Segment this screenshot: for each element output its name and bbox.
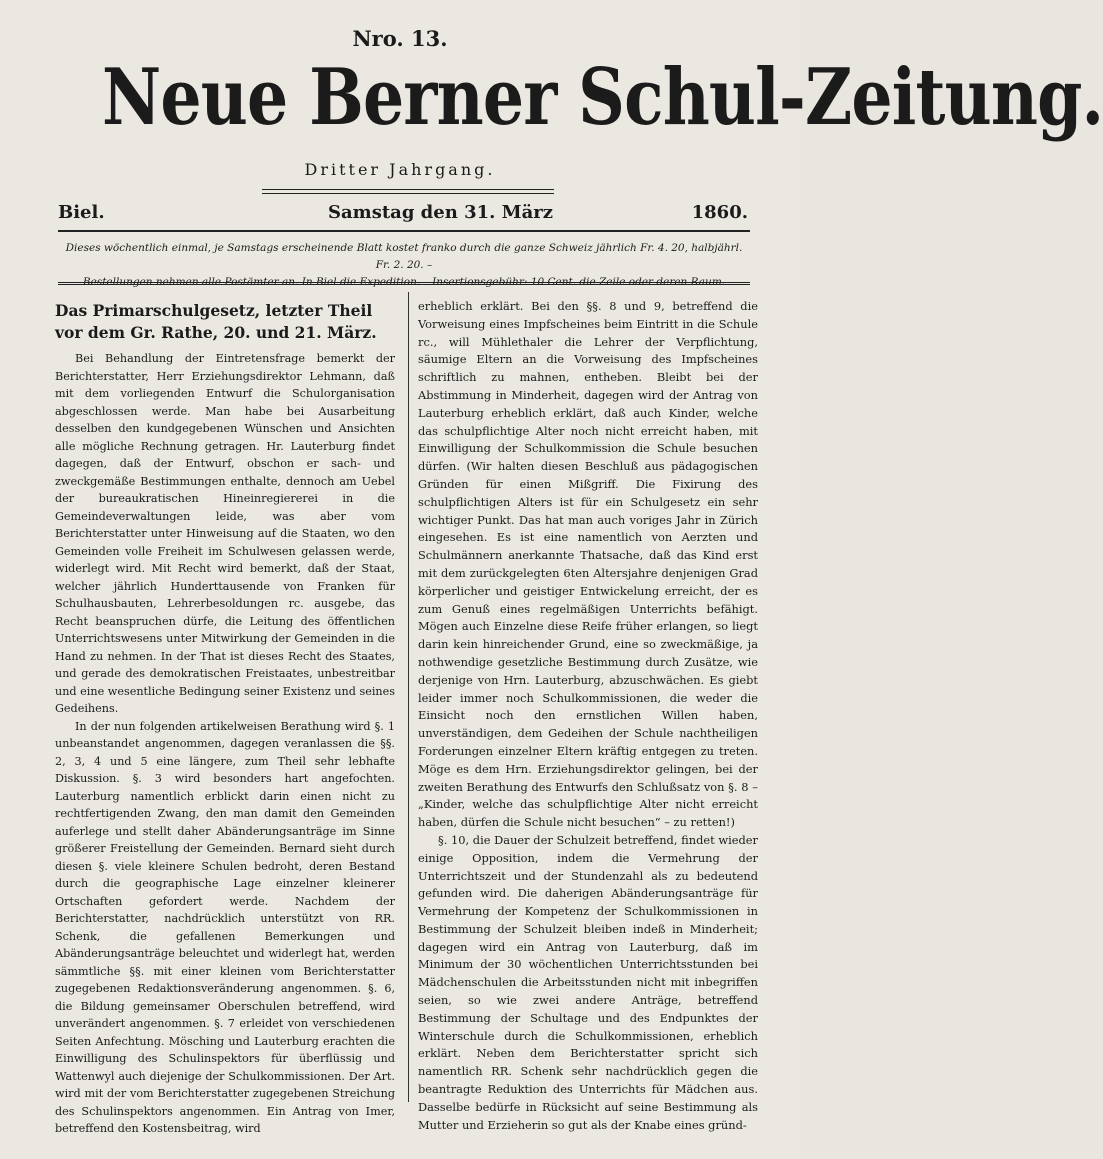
issue-number: Nro. 13. (352, 26, 448, 51)
title-rule (262, 189, 554, 194)
newspaper-title: Neue Berner Schul-Zeitung. (102, 52, 1103, 143)
dateline-year: 1860. (691, 202, 748, 223)
dateline-date: Samstag den 31. März (328, 202, 553, 223)
right-paragraph-2: §. 10, die Dauer der Schulzeit betreffend, findet wieder einige Opposition, indem die Vermehrung der Unterrichtszeit und der Stundenzahl als zu bedeutend gefunden wird. Die daherigen Abänderungsanträge für Vermehrung der Kompetenz der Schulkommissionen in Bestimmung der Schulzeit bleiben indeß in Minderheit; dagegen wird ein Antrag von Lauterburg, daß im Minimum der 30 wöchentlichen Unterrichtsstunden bei Mädchenschulen die Arbeitsstunden nicht mit inbegriffen seien, so wie zwei andere Anträge, betreffend Bestimmung der Schultage und des Endpunktes der Winterschule durch die Schulkommissionen, erheblich erklärt. Neben dem Berichterstatter spricht sich namentlich RR. Schenk sehr nachdrücklich gegen die beantragte Reduktion des Unterrichts für Mädchen aus. Dasselbe bedürfe in Rücksicht auf seine Bestimmung als Mutter und Erzieherin so gut als der Knabe eines gründ- (418, 832, 758, 1132)
right-paragraph-1: erheblich erklärt. Bei den §§. 8 und 9, betreffend die Vorweisung eines Impfscheines beim Eintritt in die Schule rc., will Mühlethaler die Lehrer der Verpflichtung, säumige Eltern an die Vorweisung des Impfscheines schriftlich zu mahnen, entheben. Bleibt bei der Abstimmung in Minderheit, dagegen wird der Antrag von Lauterburg erheblich erklärt, daß auch Kinder, welche das schulpflichtige Alter noch nicht erreicht haben, mit Einwilligung der Schulkommission die Schule besuchen dürfen. (Wir halten diesen Beschluß aus pädagogischen Gründen für einen Mißgriff. Die Fixirung des schulpflichtigen Alters ist für ein Schulgesetz ein sehr wichtiger Punkt. Das hat man auch voriges Jahr in Zürich eingesehen. Es ist eine namentlich von Aerzten und Schulmännern anerkannte Thatsache, daß das Kind erst mit dem zurückgelegten 6ten Altersjahre denjenigen Grad körperlicher und geistiger Entwickelung erreicht, der es zum Genuß eines regelmäßigen Unterrichts befähigt. Mögen auch Einzelne diese Reife früher erlangen, so liegt darin kein hinreichender Grund, eine so zweckmäßige, ja nothwendige gesetzliche Bestimmung durch Zusätze, wie derjenige von Hrn. Lauterburg, abzuschwächen. Es giebt leider immer noch Schulkommissionen, die weder die Einsicht noch den ernstlichen Willen haben, unverständigen, dem Gedeihen der Schule nachtheiligen Forderungen einzelner Eltern kräftig entgegen zu treten. Möge es dem Hrn. Erziehungsdirektor gelingen, bei der zweiten Berathung des Entwurfs den Schlußsatz von §. 8 – „Kinder, welche das schulpflichtige Alter nicht erreicht haben, dürfen die Schule nicht besuchen“ – zu retten!) (418, 299, 758, 830)
column-right (418, 298, 758, 1134)
notice-line-2: Bestellungen nehmen alle Postämter an. In Biel die Expedition. – Insertionsgebühr: 10 Cent. die Zeile oder deren Raum. (82, 276, 726, 288)
dateline (58, 202, 748, 226)
column-divider (408, 292, 409, 1102)
article-headline: Das Primarschulgesetz, letzter Theil vor dem Gr. Rathe, 20. und 21. März. (55, 301, 377, 342)
dateline-place: Biel. (58, 202, 105, 223)
left-paragraph-1: Bei Behandlung der Eintretensfrage bemerkt der Berichterstatter, Herr Erziehungsdirektor Lehmann, daß mit dem vorliegenden Entwurf die Schulorganisation abgeschlossen werde. Man habe bei Ausarbeitung desselben den kundgegebenen Wünschen und Ansichten alle mögliche Rechnung getragen. Hr. Lauterburg findet dagegen, daß der Entwurf, obschon er sach- und zweckgemäße Bestimmungen enthalte, dennoch am Uebel der bureaukratischen Hineinregiererei in die Gemeindeverwaltungen leide, was aber vom Berichterstatter unter Hinweisung auf die Staaten, wo den Gemeinden volle Freiheit im Schulwesen gelassen werde, widerlegt wird. Mit Recht wird bemerkt, daß der Staat, welcher jährlich Hunderttausende von Franken für Schulhausbauten, Lehrerbesoldungen rc. ausgebe, das Recht beanspruchen dürfe, die Leitung des öffentlichen Unterrichtswesens unter Mitwirkung der Gemeinden in die Hand zu nehmen. In der That ist dieses Recht des Staates, und gerade des demokratischen Freistaates, unbestreitbar und eine wesentliche Bedingung seiner Existenz und seines Gedeihens. (55, 352, 395, 715)
notice-line-1: Dieses wöchentlich einmal, je Samstags erscheinende Blatt kostet franko durch die ganze Schweiz jährlich Fr. 4. 20, halbjährl. Fr. 2. 20. – (65, 242, 743, 271)
volume-line: Dritter Jahrgang. (304, 160, 496, 179)
column-left (55, 300, 395, 1138)
notice-rule (58, 282, 750, 285)
left-paragraph-2: In der nun folgenden artikelweisen Berathung wird §. 1 unbeanstandet angenommen, dagegen veranlassen die §§. 2, 3, 4 und 5 eine längere, zum Theil sehr lebhafte Diskussion. §. 3 wird besonders hart angefochten. Lauterburg namentlich erblickt darin einen nicht zu rechtfertigenden Zwang, den man damit den Gemeinden auferlege und stellt daher Abänderungsanträge im Sinne größerer Freistellung der Gemeinden. Bernard sieht durch diesen §. viele kleinere Schulen bedroht, deren Bestand durch die geographische Lage einzelner kleinerer Ortschaften gefordert werde. Nachdem der Berichterstatter, nachdrücklich unterstützt von RR. Schenk, die gefallenen Bemerkungen und Abänderungsanträge beleuchtet und widerlegt hat, werden sämmtliche §§. mit einer kleinen vom Berichterstatter zugegebenen Redaktionsveränderung angenommen. §. 6, die Bildung gemeinsamer Oberschulen betreffend, wird unverändert angenommen. §. 7 erleidet von verschiedenen Seiten Anfechtung. Mösching und Lauterburg erachten die Einwilligung des Schulinspektors für überflüssig und Wattenwyl auch diejenige der Schulkommissionen. Der Art. wird mit der vom Berichterstatter zugegebenen Streichung des Schulinspektors angenommen. Ein Antrag von Imer, betreffend den Kostensbeitrag, wird (55, 719, 395, 1135)
dateline-rule (58, 230, 750, 232)
